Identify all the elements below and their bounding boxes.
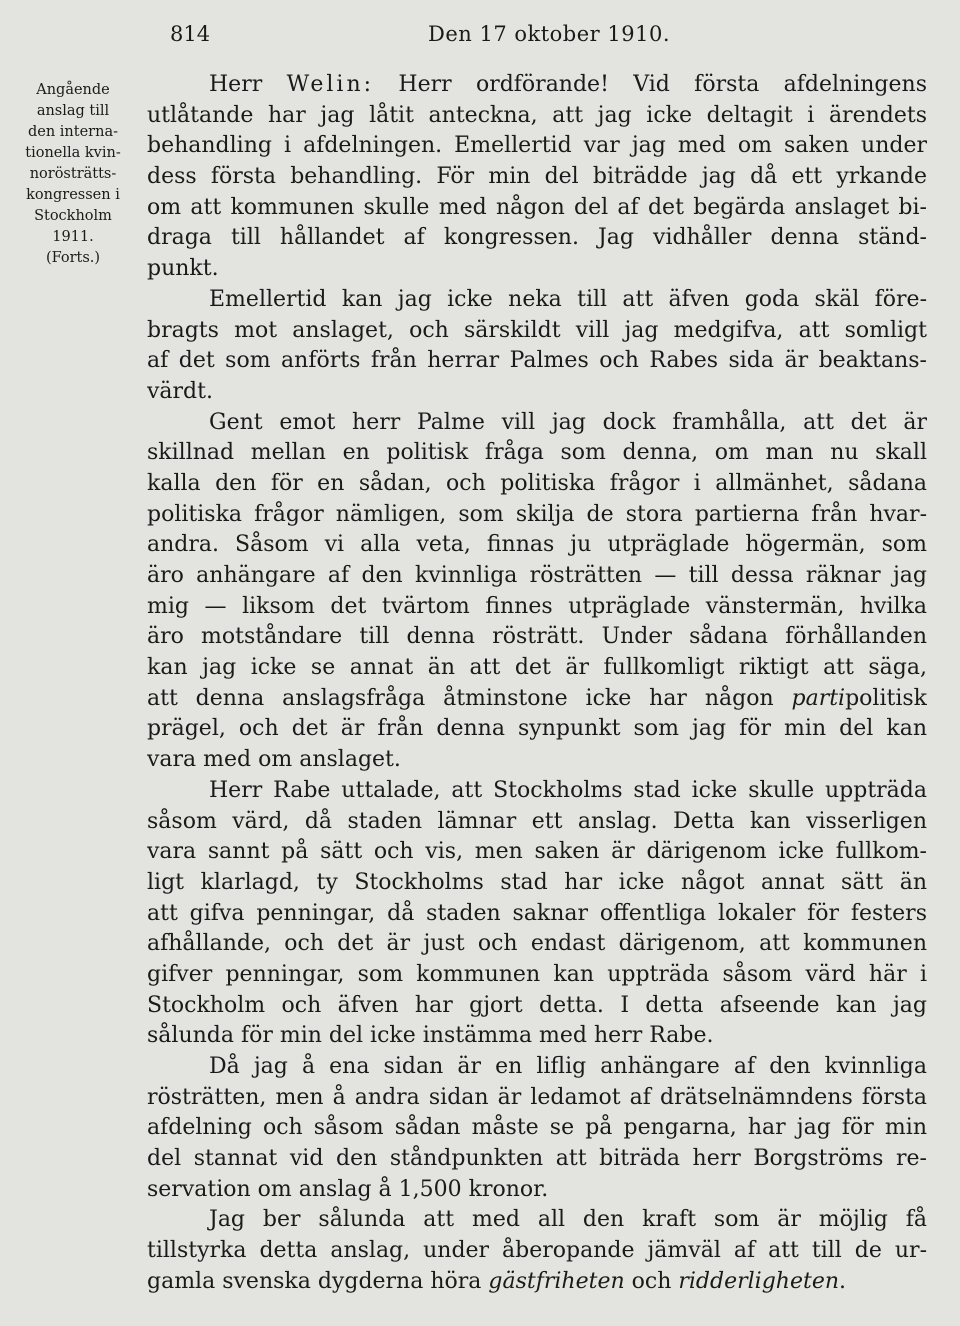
text-line — [147, 70, 927, 101]
text-line: att gifva penningar, då staden saknar offentliga lokaler för festers — [147, 900, 927, 926]
page-header — [170, 22, 930, 62]
text-line: Herr Rabe uttalade, att Stockholms stad icke skulle uppträda — [209, 777, 927, 803]
margin-note-line: Angående — [36, 82, 110, 98]
page-number: 814 — [170, 22, 211, 46]
margin-note-line: 1911. — [52, 229, 94, 245]
text-line — [147, 1267, 927, 1298]
text-line: draga till hållandet af kongressen. Jag vidhåller denna ständ- — [147, 225, 927, 251]
text-line: kan jag icke se annat än att det är fullkomligt riktigt att säga, — [147, 655, 927, 681]
text-line: prägel, och det är från denna synpunkt som jag för min del kan — [147, 716, 927, 742]
text-line: ligt klarlagd, ty Stockholms stad har icke något annat sätt än — [147, 869, 927, 895]
emphasis-text: parti — [791, 685, 846, 711]
margin-note — [10, 80, 136, 269]
margin-note-line: anslag till — [36, 103, 110, 119]
margin-note-line: kongressen i — [26, 187, 120, 203]
emphasis-text: gästfriheten — [488, 1268, 625, 1294]
margin-note-line: Stockholm — [34, 208, 112, 224]
text-line: behandling i afdelningen. Emellertid var jag med om saken under — [147, 133, 927, 159]
text-line: dess första behandling. För min del biträdde jag då ett yrkande — [147, 164, 927, 190]
speaker-name: Welin: — [286, 72, 375, 97]
text-line: Stockholm och äfven har gjort detta. I detta afseende kan jag — [147, 992, 927, 1018]
text-line: kalla den för en sådan, och politiska frågor i allmänhet, sådana — [147, 470, 927, 496]
text-line: rösträtten, men å andra sidan är ledamot af drätselnämndens första — [147, 1084, 927, 1110]
text-line: tillstyrka detta anslag, under åberopande jämväl af att till de ur- — [147, 1238, 927, 1264]
body-text — [147, 70, 927, 1298]
text-line: Gent emot herr Palme vill jag dock framhålla, att det är — [209, 409, 927, 435]
text-line — [147, 684, 927, 715]
text-segment: Herr ordförande! Vid första afdelningens — [374, 72, 927, 97]
text-line: politiska frågor nämligen, som skilja de stora partierna från hvar- — [147, 501, 927, 527]
text-line: sålunda för min del icke instämma med herr Rabe. — [147, 1023, 714, 1049]
text-line: Då jag å ena sidan är en liflig anhängare af den kvinnliga — [209, 1054, 927, 1079]
text-segment: . — [839, 1268, 847, 1294]
text-line: utlåtande har jag låtit anteckna, att jag icke deltagit i ärendets — [147, 102, 927, 128]
text-line: af det som anförts från herrar Palmes och Rabes sida är beaktans- — [147, 348, 927, 374]
text-line: äro anhängare af den kvinnliga rösträtten — till dessa räknar jag — [147, 563, 927, 588]
text-line: Jag ber sålunda att med all den kraft som är möjlig få — [209, 1207, 927, 1233]
text-line: andra. Såsom vi alla veta, finnas ju utpräglade högermän, som — [147, 532, 927, 558]
text-line: gifver penningar, som kommunen kan uppträda såsom värd här i — [147, 961, 927, 987]
text-line: skillnad mellan en politisk fråga som denna, om man nu skall — [147, 440, 927, 466]
margin-note-line: den interna- — [27, 124, 118, 140]
text-segment: att denna anslagsfråga åtminstone icke har någon — [147, 685, 792, 711]
text-segment: gamla svenska dygderna höra — [147, 1268, 489, 1294]
text-line: bragts mot anslaget, och särskildt vill jag medgifva, att somligt — [147, 317, 927, 343]
text-line: punkt. — [147, 256, 219, 282]
text-line: värdt. — [147, 378, 213, 404]
text-line: äro motståndare till denna rösträtt. Under sådana förhållanden — [147, 624, 927, 650]
text-line: vara med om anslaget. — [147, 747, 401, 773]
emphasis-text: ridderligheten — [678, 1268, 840, 1294]
text-line: såsom värd, då staden lämnar ett anslag. Detta kan visserligen — [147, 808, 927, 834]
margin-note-line: tionella kvin- — [25, 145, 121, 161]
text-line: om att kommunen skulle med någon del af det begärda anslaget bi- — [147, 194, 927, 220]
text-line: del stannat vid den ståndpunkten att biträda herr Borgströms re- — [147, 1146, 927, 1172]
text-line: servation om anslag å 1,500 kronor. — [147, 1176, 549, 1202]
text-segment: och — [624, 1268, 679, 1294]
page-date: Den 17 oktober 1910. — [428, 22, 671, 46]
margin-note-line: norösträtts- — [29, 166, 117, 182]
margin-note-line: (Forts.) — [45, 250, 101, 266]
text-line: afdelning och såsom sådan måste se på pengarna, har jag för min — [147, 1115, 927, 1141]
text-line: afhållande, och det är just och endast därigenom, att kommunen — [147, 931, 927, 957]
text-line: vara sannt på sätt och vis, men saken är därigenom icke fullkom- — [147, 839, 927, 865]
text-segment: politisk — [845, 685, 927, 711]
text-line: Emellertid kan jag icke neka till att äfven goda skäl före- — [209, 286, 927, 312]
text-segment: Herr — [209, 72, 287, 97]
text-line: mig — liksom det tvärtom finnes utpräglade vänstermän, hvilka — [147, 593, 927, 619]
